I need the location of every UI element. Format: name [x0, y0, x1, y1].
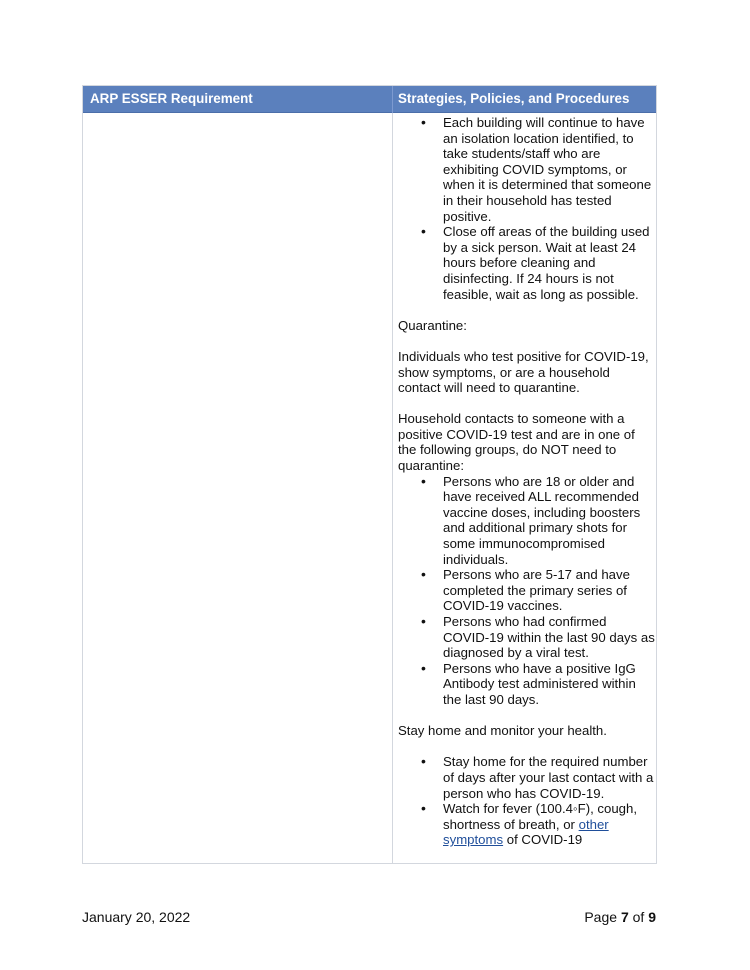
- table-header-row: [83, 86, 656, 113]
- footer-date: January 20, 2022: [82, 909, 191, 925]
- list-item: • Persons who are 5-17 and have completed the primary series of COVID-19 vaccines.: [398, 567, 656, 614]
- symptom-text-suffix: of COVID-19: [503, 832, 583, 848]
- requirements-table: [82, 85, 657, 864]
- other-symptoms-link[interactable]: other symptoms: [443, 816, 609, 848]
- column-divider: [392, 113, 393, 863]
- exempt-bullet-list: [398, 474, 656, 708]
- list-item: • Close off areas of the building used by a sick person. Wait at least 24 hours before cleaning and disinfecting. If 24 hours is not feasible, wait as long as possible.: [398, 224, 656, 302]
- list-item: [398, 801, 656, 848]
- list-item: • Persons who are 18 or older and have received ALL recommended vaccine doses, including boosters and additional primary shots for some immunocompromised individuals.: [398, 474, 656, 568]
- list-item: • Persons who have a positive IgG Antibody test administered within the last 90 days.: [398, 661, 656, 708]
- page-total: 9: [648, 909, 656, 925]
- stay-home-heading: Stay home and monitor your health.: [398, 723, 607, 739]
- list-item: • Each building will continue to have an isolation location identified, to take students/staff who are exhibiting COVID symptoms, or when it is determined that someone in their household has tested positive.: [398, 115, 656, 224]
- quarantine-heading: Quarantine:: [398, 317, 467, 333]
- list-item: • Stay home for the required number of days after your last contact with a person who has COVID-19.: [398, 754, 656, 801]
- header-strategies-policies-procedures: Strategies, Policies, and Procedures: [398, 91, 630, 106]
- stay-home-bullet-list: [398, 754, 656, 848]
- strategies-cell: [398, 115, 656, 848]
- page-of: of: [628, 909, 649, 925]
- footer-page-number: [584, 910, 656, 926]
- header-arp-esser-requirement: ARP ESSER Requirement: [90, 91, 253, 106]
- list-item: • Persons who had confirmed COVID-19 within the last 90 days as diagnosed by a viral test.: [398, 614, 656, 661]
- household-contacts-paragraph: Household contacts to someone with a positive COVID-19 test and are in one of the following groups, do NOT need to quarantine:: [398, 411, 635, 474]
- quarantine-paragraph: Individuals who test positive for COVID-19, show symptoms, or are a household contact will need to quarantine.: [398, 348, 649, 396]
- page-current: 7: [620, 909, 629, 925]
- isolation-bullet-list: [398, 115, 656, 302]
- page-prefix: Page: [584, 909, 621, 925]
- header-divider: [392, 86, 393, 113]
- symptom-text-prefix: Watch for fever (100.4◦F), cough, shortness of breath, or: [443, 801, 638, 832]
